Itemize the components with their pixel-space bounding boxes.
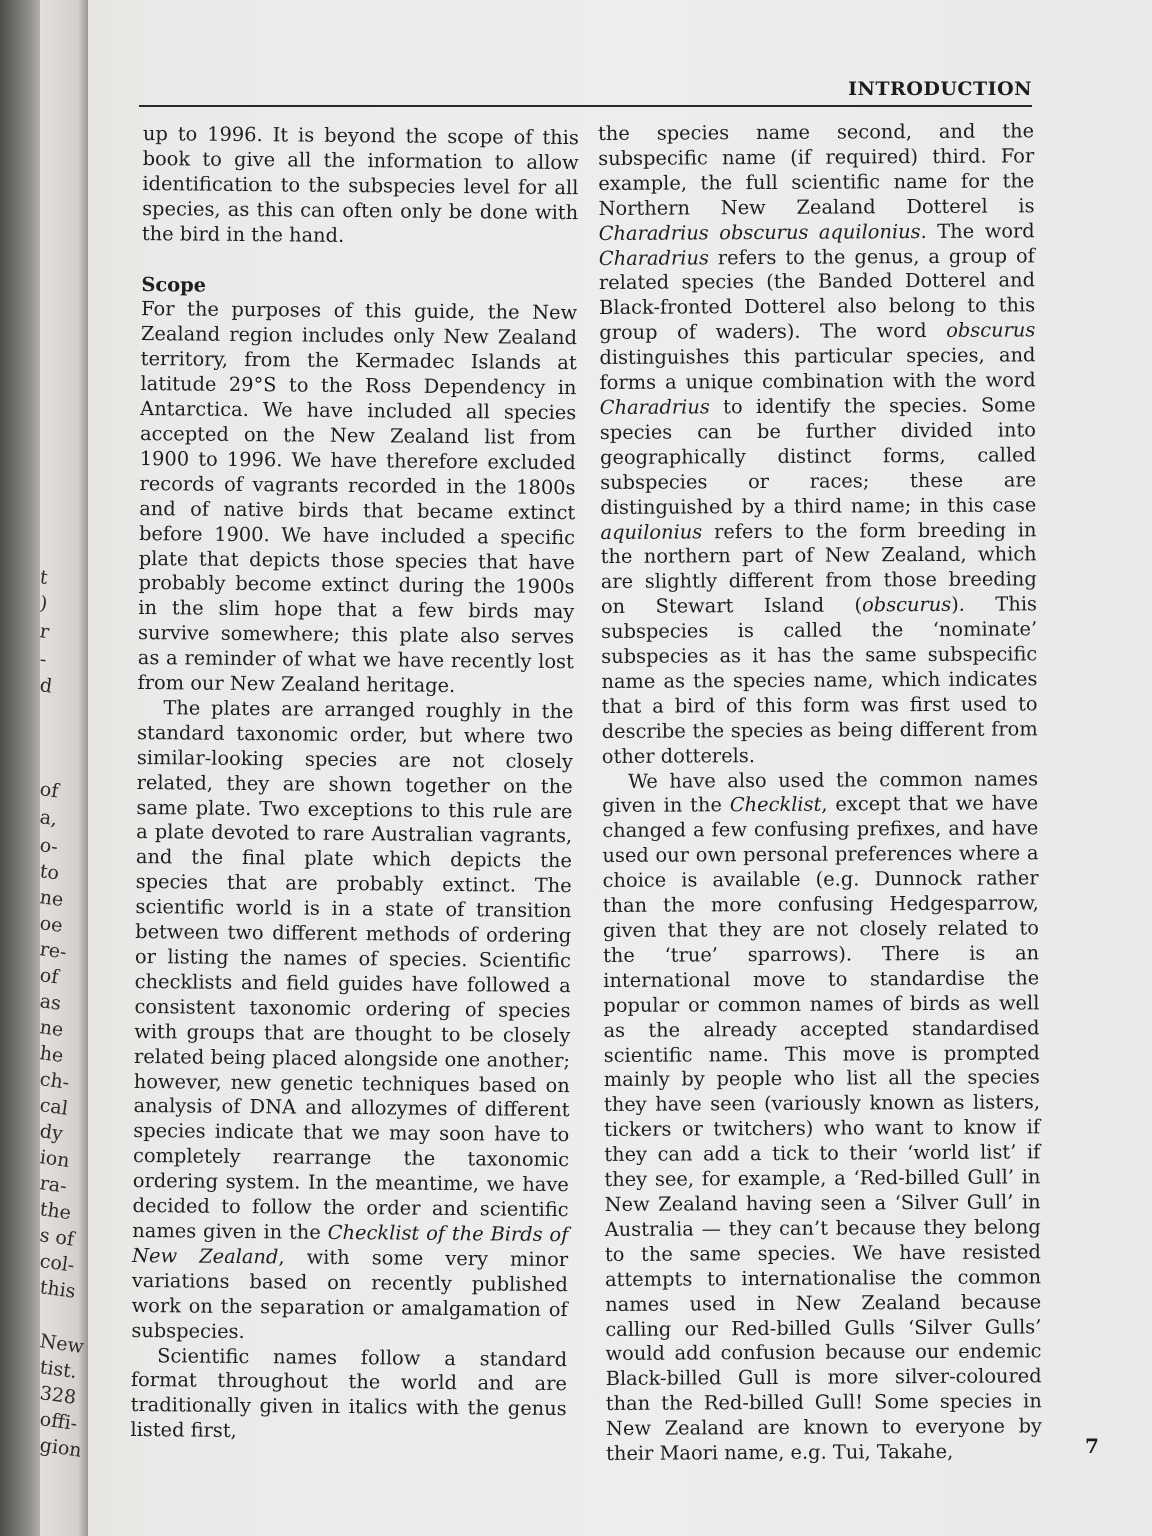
facing-text-fragment: dy	[38, 1120, 65, 1146]
facing-text-fragment: -	[38, 648, 48, 671]
facing-text-fragment: ch-	[38, 1068, 71, 1094]
page-number: 7	[1085, 1434, 1099, 1458]
paragraph: For the purposes of this guide, the New Zealand region includes only New Zealand territory, from the Kermadec Islands at latitude 29°S to the Ross Dependency in Antarctica. We have included all species accepted on the New Zealand list from 1900 to 1996. We have therefore excluded records of vagrants recorded in the 1800s and of native birds that became extinct before 1900. We have included a specific plate that depicts those species that have probably become extinct during the 1900s in the slim hope that a few birds may survive somewhere; this plate also serves as a reminder of what we have recently lost from our New Zealand heritage.	[137, 297, 578, 698]
facing-text-fragment: a,	[38, 806, 59, 831]
italic-term: Charadrius obscurus aquilonius	[598, 219, 921, 245]
text-run: , except that we have changed a few confusing prefixes, and have used our own personal preferences where a choice is available (e.g. Dunnock rather than the more confusing Hedgesparrow, given that they are not closely related to the ‘true’ sparrows). There is an international move to standardise the popular or common names of birds as well as the already accepted standardised scientific name. This move is prompted mainly by people who list all the species they have seen (variously known as listers, tickers or twitchers) who want to know if they can add a tick to their ‘world list’ if they see, for example, a ‘Red-billed Gull’ in New Zealand having seen a ‘Silver Gull’ in Australia — they can’t because they belong to the same species. We have resisted attempts to internationalise the common names used in New Zealand because calling our Red-billed Gulls ‘Silver Gulls’ would add confusion because our endemic Black-billed Gull is more silver-coloured than the Red-billed Gull! Some species in New Zealand are known to everyone by their Maori name, e.g. Tui, Takahe,	[602, 791, 1043, 1466]
text-run: distinguishes this particular species, and forms a unique combination with the word	[599, 343, 1036, 395]
facing-text-fragment: r	[38, 620, 51, 644]
left-column	[130, 122, 579, 1447]
italic-term: aquilonius	[600, 519, 703, 544]
paragraph: up to 1996. It is beyond the scope of this book to give all the information to allow identification to the subspecies level for all species, as this can often only be done with the bird in the hand.	[141, 122, 579, 247]
text-run: refers to the genus, a group of related species (the Banded Dotterel and Black-fronted Dotterel also belong to this group of waders). The word	[598, 243, 1036, 345]
text-run: The plates are arranged roughly in the standard taxonomic order, but where two similar-looking species are not closely related, they are shown together on the same plate. Two exceptions to this rule are a plate devoted to rare Australian vagrants, and the final plate which depicts the species that are probably extinct. The scientific world is in a state of transition between two different methods of ordering or listing the names of species. Scientific checklists and field guides have followed a consistent taxonomic ordering of species with groups that are thought to be closely related being placed alongside one another; however, new genetic techniques based on analysis of DNA and allozymes of different species indicate that we may soon have to completely rearrange the taxonomic ordering system. In the meantime, we have decided to follow the order and scientific names given in the	[132, 696, 574, 1244]
gutter-shadow	[0, 0, 40, 1536]
facing-text-fragment: d	[38, 674, 54, 698]
facing-text-fragment: tist.	[38, 1356, 79, 1384]
text-run: , with some very minor variations based on recently published work on the separation or amalgamation of subspecies.	[131, 1245, 569, 1343]
italic-title: Checklist of the Birds of New Zealand	[132, 1220, 569, 1269]
facing-text-fragment: as	[38, 990, 63, 1015]
text-run: ). This subspecies is called the ‘nominate’ subspecies as it has the same subspecific name as the species name, which indicates that a bird of this form was first used to describe the species as being different from other dotterels.	[601, 592, 1038, 768]
facing-text-fragment: of	[38, 964, 60, 989]
facing-text-fragment: ion	[38, 1146, 72, 1173]
italic-term: obscurus	[946, 318, 1036, 343]
paragraph	[598, 119, 1038, 769]
facing-text-fragment: t	[38, 566, 50, 589]
facing-text-fragment: re-	[38, 938, 69, 964]
facing-text-fragment: he	[38, 1042, 65, 1068]
italic-term: obscurus	[862, 593, 952, 617]
italic-term: Charadrius	[598, 245, 709, 270]
italic-title: Checklist	[729, 793, 822, 817]
section-heading: Scope	[141, 272, 207, 297]
italic-term: Charadrius	[599, 395, 710, 419]
facing-text-fragment: this	[38, 1276, 77, 1303]
facing-text-fragment: o-	[38, 834, 60, 859]
facing-text-fragment: )	[38, 592, 49, 615]
facing-page-edge	[40, 0, 88, 1536]
facing-text-fragment: offi-	[38, 1408, 79, 1436]
header-rule	[139, 105, 1032, 107]
facing-text-fragment: to	[38, 860, 61, 885]
text-run: refers to the form breeding in the northern part of New Zealand, which are slightly different from those breeding on Stewart Island (	[600, 517, 1037, 619]
facing-text-fragment: gion	[38, 1434, 84, 1462]
facing-text-fragment: New	[38, 1330, 86, 1359]
facing-text-fragment: cal	[38, 1094, 70, 1120]
facing-text-fragment: oe	[38, 912, 64, 938]
facing-text-fragment: ra-	[38, 1172, 69, 1198]
paragraph: Scientific names follow a standard format throughout the world and are traditionally given in italics with the genus listed first,	[130, 1343, 568, 1443]
facing-text-fragment: ne	[38, 1016, 65, 1042]
facing-text-fragment: col-	[38, 1250, 76, 1277]
text-run: the species name second, and the subspecific name (if required) third. For example, the full scientific name for the Northern New Zealand Dotterel is	[598, 119, 1035, 220]
facing-text-fragment: s of	[38, 1224, 76, 1251]
facing-text-fragment: of	[38, 778, 60, 803]
running-head: INTRODUCTION	[848, 78, 1032, 100]
paragraph	[602, 767, 1042, 1467]
paragraph	[131, 696, 573, 1348]
text-run: . The word	[920, 218, 1035, 243]
facing-text-fragment: ne	[38, 886, 65, 912]
facing-text-fragment: 328	[38, 1382, 78, 1409]
text-run: We have also used the common names given in the	[602, 766, 1039, 818]
facing-text-fragment: the	[38, 1198, 73, 1225]
right-column	[598, 119, 1042, 1467]
text-run: to identify the species. Some species can be further divided into geographically distinct forms, called subspecies or races; these are distinguished by a third name; in this case	[599, 393, 1037, 519]
